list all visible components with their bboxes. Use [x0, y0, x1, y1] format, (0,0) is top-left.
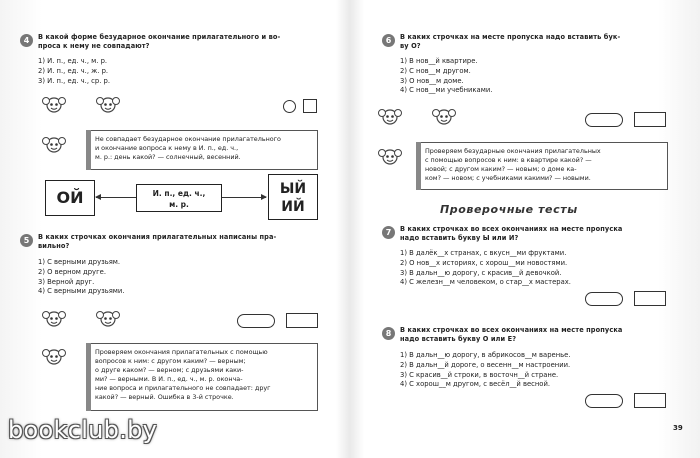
- note-line: Проверяем окончания прилагательных с помощью: [95, 348, 268, 356]
- note-accent-bar: [86, 130, 91, 170]
- option-4[interactable]: 4) С нов__ми учебниками.: [400, 86, 493, 95]
- question-7-line-2: надо вставить букву Ы или И?: [400, 234, 519, 242]
- note-line: Проверяем безударные окончания прилагательных: [425, 147, 601, 155]
- option-2[interactable]: 2) О верном друге.: [38, 267, 106, 276]
- mascot-face-icon: [378, 108, 402, 126]
- ending-box-yy-iy: [268, 174, 318, 220]
- answer-square[interactable]: [303, 99, 317, 113]
- option-3[interactable]: 3) С красив__й строки, в восточн__й стране.: [400, 370, 559, 379]
- note-line: м. р.: день какой? — солнечный, весенний.: [95, 153, 241, 161]
- note-line: какой? — верный. Ошибка в 3-й строчке.: [95, 393, 234, 401]
- note-line: новой; с другом каким? — новым; о доме ка-: [425, 165, 577, 173]
- answer-circle[interactable]: [283, 100, 296, 113]
- mascot-face-icon: [432, 108, 456, 126]
- answer-rect[interactable]: [634, 112, 666, 127]
- question-4-line-2: проса к нему не совпадают?: [38, 42, 150, 50]
- question-7-text: [400, 225, 690, 243]
- option-4[interactable]: 4) С железн__м человеком, о стар__х мастерах.: [400, 278, 571, 287]
- note-line: вопросов к ним: с другом каким? — верным;: [95, 357, 246, 365]
- note-accent-bar: [86, 343, 91, 411]
- answer-oval[interactable]: [585, 292, 623, 306]
- mascot-face-icon: [42, 136, 66, 154]
- question-7-line-1: В каких строчках во всех окончаниях на месте пропуска: [400, 225, 623, 233]
- option-2[interactable]: 2) О нов__х историях, с хорош__ми новостями.: [400, 258, 568, 267]
- left-arrow-icon: [96, 197, 136, 198]
- option-3[interactable]: 3) Верной друг.: [38, 277, 95, 286]
- option-1[interactable]: 1) И. п., ед. ч., м. р.: [38, 57, 108, 65]
- question-6-text: [400, 33, 690, 51]
- answer-oval[interactable]: [585, 394, 623, 408]
- mascot-face-icon: [96, 96, 120, 114]
- mascot-face-icon: [42, 348, 66, 366]
- note-line: ми? — верными. В И. п., ед. ч., м. р. оконча-: [95, 375, 243, 383]
- right-page: [350, 0, 700, 458]
- mascot-face-icon: [96, 310, 120, 328]
- question-6-line-2: ву О?: [400, 42, 421, 50]
- question-4-options: [38, 57, 110, 86]
- note-accent-bar: [416, 142, 421, 190]
- note-line: ние вопроса и прилагательного не совпадает: друг: [95, 384, 271, 392]
- question-number-4: 4: [20, 34, 33, 47]
- option-4[interactable]: 4) С верными друзьями.: [38, 287, 125, 296]
- option-4[interactable]: 4) С хорош__м другом, с весёл__й весной.: [400, 380, 551, 389]
- form-box-line-2: м. р.: [169, 200, 189, 209]
- question-5-text: [38, 233, 338, 251]
- question-8-text: [400, 326, 690, 344]
- option-2[interactable]: 2) С нов__м другом.: [400, 66, 471, 75]
- ending-box-oy: ОЙ: [45, 180, 95, 216]
- question-5-line-1: В каких строчках окончания прилагательных написаны пра-: [38, 233, 277, 241]
- option-3[interactable]: 3) В дальн__ю дорогу, с красив__й девочкой.: [400, 268, 562, 277]
- question-6-options: [400, 57, 492, 96]
- answer-rect[interactable]: [286, 313, 318, 328]
- answer-rect[interactable]: [634, 291, 666, 306]
- question-number-7: 7: [382, 226, 395, 239]
- option-2[interactable]: 2) В дальн__й дороге, о весенн__м настроении.: [400, 360, 571, 369]
- option-2[interactable]: 2) И. п., ед. ч., ж. р.: [38, 66, 109, 75]
- note-line: ком? — новом; с учебниками какими? — новыми.: [425, 174, 591, 182]
- ending-yy: ЫЙ: [279, 181, 307, 197]
- rule-note-1: [86, 130, 318, 170]
- option-1[interactable]: 1) В дальн__ю дорогу, в абрикосов__м варенье.: [400, 351, 571, 359]
- question-number-8: 8: [382, 327, 395, 340]
- question-4-text: [38, 33, 338, 51]
- answer-oval[interactable]: [237, 314, 275, 328]
- question-7-options: [400, 249, 571, 288]
- rule-note-3: [416, 142, 668, 190]
- question-5-line-2: вильно?: [38, 242, 70, 250]
- answer-rect[interactable]: [634, 393, 666, 408]
- rule-note-2: [86, 343, 318, 411]
- note-line: Не совпадает безударное окончание прилагательного: [95, 135, 281, 143]
- question-6-line-1: В каких строчках на месте пропуска надо вставить бук-: [400, 33, 621, 41]
- note-line: с помощью вопросов к ним: в квартире какой? —: [425, 156, 592, 164]
- form-box: [136, 184, 222, 212]
- mascot-face-icon: [42, 310, 66, 328]
- note-line: о друге каком? — верном; с друзьями каки-: [95, 366, 244, 374]
- option-3[interactable]: 3) О нов__м доме.: [400, 76, 464, 85]
- option-1[interactable]: 1) В далёк__х странах, с вкусн__ми фруктами.: [400, 249, 567, 257]
- question-8-line-1: В каких строчках во всех окончаниях на месте пропуска: [400, 326, 623, 334]
- mascot-face-icon: [42, 96, 66, 114]
- section-title: Проверочные тесты: [440, 203, 578, 216]
- question-4-line-1: В какой форме безударное окончание прилагательного и во-: [38, 33, 281, 41]
- question-8-line-2: надо вставить букву О или Е?: [400, 335, 517, 343]
- answer-oval[interactable]: [585, 113, 623, 127]
- question-number-5: 5: [20, 234, 33, 247]
- question-5-options: [38, 258, 125, 297]
- option-1[interactable]: 1) В нов__й квартире.: [400, 57, 478, 65]
- option-1[interactable]: 1) С верными друзьям.: [38, 258, 121, 266]
- question-8-options: [400, 351, 571, 390]
- option-3[interactable]: 3) И. п., ед. ч., ср. р.: [38, 76, 111, 85]
- page-number: 39: [673, 424, 683, 432]
- question-number-6: 6: [382, 34, 395, 47]
- ending-iy: ИЙ: [281, 199, 305, 215]
- mascot-face-icon: [378, 148, 402, 166]
- note-line: и окончание вопроса к нему в И. п., ед. ч.,: [95, 144, 239, 152]
- right-arrow-icon: [222, 197, 266, 198]
- form-box-line-1: И. п., ед. ч.,: [152, 189, 206, 198]
- watermark-logo: bookclub.by: [8, 416, 158, 444]
